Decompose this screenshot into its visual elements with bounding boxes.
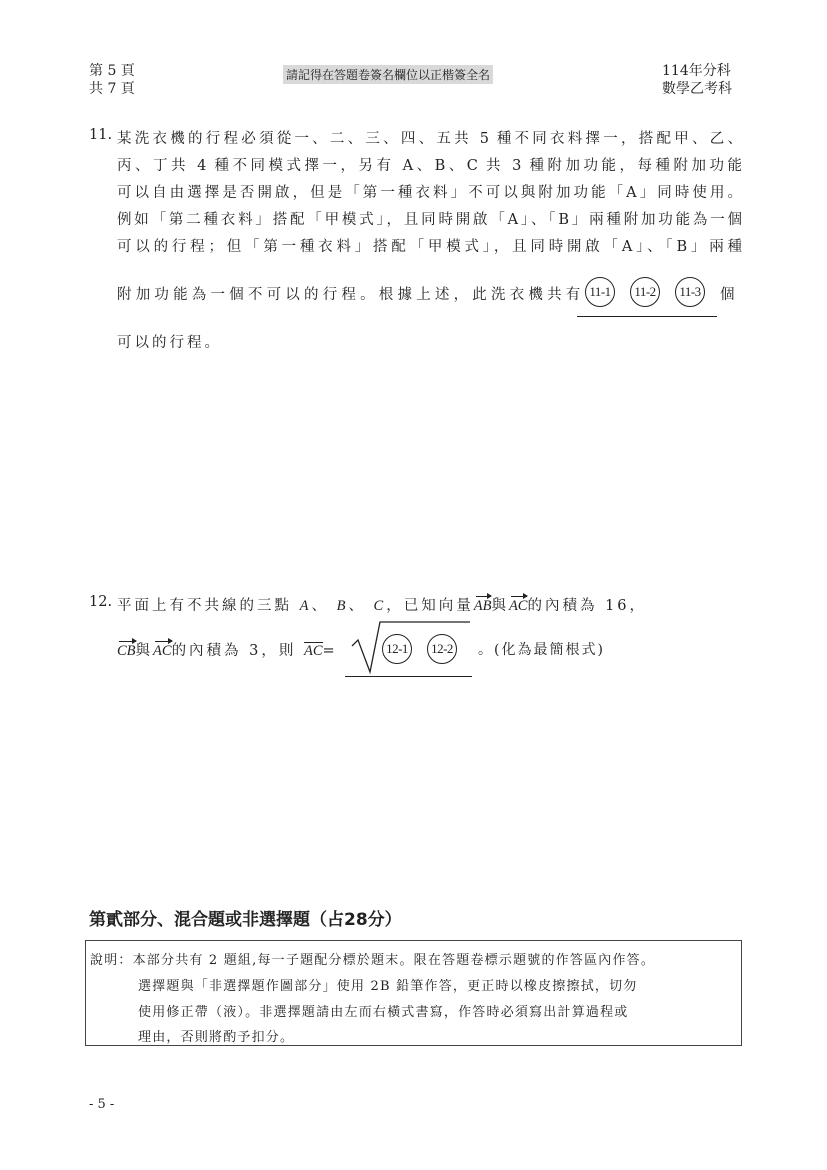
q11-line: 某洗衣機的行程必須從一、二、三、四、五共 5 種不同衣料擇一，搭配甲、乙、 [117,131,742,147]
q11-line: 可以自由選擇是否開啟，但是「第一種衣料」不可以與附加功能「A」同時使用。 [117,185,742,201]
answer-box-11-2: 11-2 [630,277,660,307]
q11-line: 可以的行程；但「第一種衣料」搭配「甲模式」，且同時開啟「A」、「B」兩種 [117,239,742,255]
q12-number: 12. [89,594,113,610]
point-b: B [336,598,349,614]
instruction-line: 說明：本部分共有 2 題組,每一子題配分標於題末。限在答題卷標示題號的作答區內作答。 [90,953,656,968]
point-c: C [373,598,387,614]
text: 與 [491,598,509,614]
instructions-box [85,940,742,1046]
answer-underline [345,676,472,677]
text: ，已知向量 [386,598,474,614]
answer-box-12-2: 12-2 [427,634,457,664]
vector-ac: AC [153,643,172,659]
page-total: 共 7 頁 [89,81,135,97]
instruction-line: 理由，否則將酌予扣分。 [138,1030,295,1045]
point-a: A [299,598,312,614]
q11-line: 例如「第二種衣料」搭配「甲模式」，且同時開啟「A」、「B」兩種附加功能為一個 [117,212,742,228]
text: 與 [135,643,154,659]
answer-box-11-3: 11-3 [675,277,705,307]
answer-box-12-1: 12-1 [382,634,412,664]
q11-line: 附加功能為一個不可以的行程。根據上述，此洗衣機共有 [117,287,585,303]
q12-hint: 。(化為最簡根式) [478,642,605,658]
signature-notice: 請記得在答題卷簽名欄位以正楷簽全名 [283,65,493,84]
q11-number: 11. [89,127,113,143]
text: 的內積為 3，則 [171,643,297,659]
answer-box-11-1: 11-1 [585,277,615,307]
section-title: 第貳部分、混合題或非選擇題（占28分） [89,910,402,930]
text: 、 [311,598,329,614]
q12-line-1 [117,594,647,615]
vector-cb: CB [117,643,136,659]
footer-page-number: - 5 - [89,1097,115,1112]
q11-line: 丙、丁共 4 種不同模式擇一，另有 A、B、C 共 3 種附加功能，每種附加功能 [117,158,742,174]
text: 的內積為 16， [527,598,648,614]
instruction-line: 使用修正帶（液）。非選擇題請由左而右橫式書寫，作答時必須寫出計算過程或 [138,1005,629,1020]
text: 、 [348,598,366,614]
exam-year: 114年分科 [662,63,731,79]
equals: = [322,643,338,659]
text: 平面上有不共線的三點 [117,598,292,614]
q11-unit: 個 [720,287,735,303]
page-current: 第 5 頁 [89,63,135,79]
q11-line: 可以的行程。 [117,335,222,351]
vector-ab: AB [473,598,492,614]
answer-underline [577,316,717,317]
segment-ac: AC [304,643,323,659]
q12-line-2 [117,639,338,660]
subject: 數學乙考科 [662,81,732,97]
instruction-line: 選擇題與「非選擇題作圖部分」使用 2B 鉛筆作答，更正時以橡皮擦擦拭，切勿 [138,979,638,994]
vector-ac: AC [508,598,528,614]
